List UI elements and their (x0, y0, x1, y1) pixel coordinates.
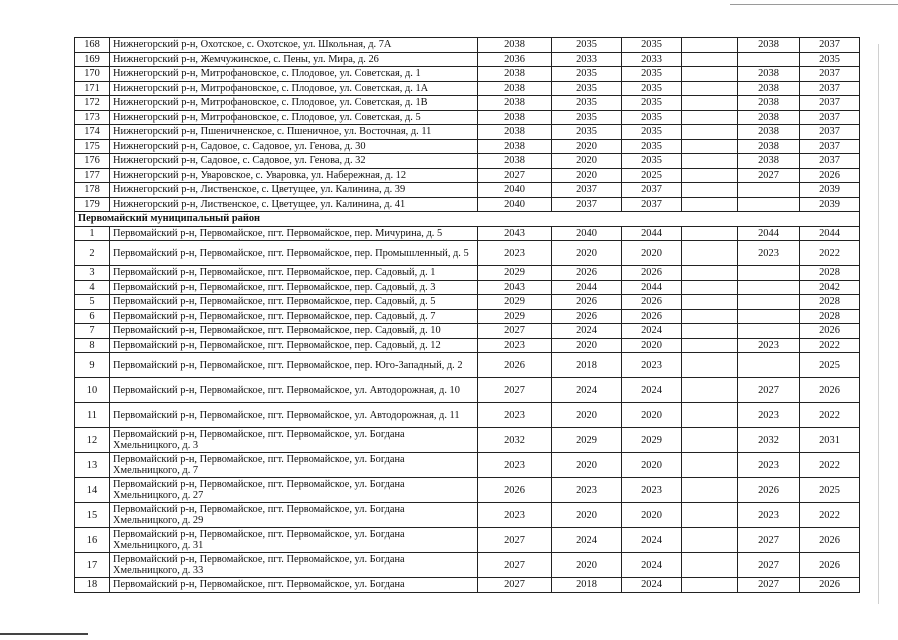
table-row (75, 378, 860, 403)
year-col-1-cell: 2023 (478, 338, 552, 353)
year-col-1-cell: 2023 (478, 403, 552, 428)
year-col-6-cell: 2026 (800, 378, 860, 403)
year-col-3-cell: 2035 (622, 38, 682, 53)
table-row (75, 226, 860, 241)
year-col-1-cell: 2029 (478, 295, 552, 310)
year-col-1-cell: 2038 (478, 154, 552, 169)
year-col-1-cell: 2027 (478, 324, 552, 339)
table-row (75, 67, 860, 82)
year-col-6-cell: 2026 (800, 168, 860, 183)
year-col-6-cell: 2022 (800, 338, 860, 353)
year-col-2-cell: 2033 (552, 52, 622, 67)
table-row (75, 353, 860, 378)
year-col-4-cell (682, 528, 738, 553)
table-row (75, 168, 860, 183)
year-col-6-cell: 2026 (800, 528, 860, 553)
table-row (75, 241, 860, 266)
table-row (75, 266, 860, 281)
year-col-2-cell: 2037 (552, 183, 622, 198)
row-number-cell: 171 (75, 81, 110, 96)
year-col-6-cell: 2022 (800, 403, 860, 428)
year-col-1-cell: 2038 (478, 38, 552, 53)
year-col-5-cell: 2023 (738, 241, 800, 266)
year-col-6-cell: 2035 (800, 52, 860, 67)
year-col-5-cell: 2038 (738, 139, 800, 154)
table-row (75, 125, 860, 140)
year-col-3-cell: 2020 (622, 241, 682, 266)
address-cell: Первомайский р-н, Первомайское, пгт. Первомайское, пер. Садовый, д. 7 (110, 309, 478, 324)
year-col-5-cell: 2038 (738, 125, 800, 140)
table-row (75, 183, 860, 198)
year-col-3-cell: 2025 (622, 168, 682, 183)
year-col-2-cell: 2020 (552, 338, 622, 353)
year-col-1-cell: 2023 (478, 503, 552, 528)
address-cell: Первомайский р-н, Первомайское, пгт. Первомайское, ул. Автодорожная, д. 11 (110, 403, 478, 428)
year-col-2-cell: 2020 (552, 453, 622, 478)
address-cell: Нижнегорский р-н, Митрофановское, с. Плодовое, ул. Советская, д. 5 (110, 110, 478, 125)
address-cell: Первомайский р-н, Первомайское, пгт. Первомайское, пер. Садовый, д. 5 (110, 295, 478, 310)
scan-edge-bottom (0, 633, 88, 635)
year-col-1-cell: 2038 (478, 81, 552, 96)
section-title: Первомайский муниципальный район (75, 212, 860, 227)
year-col-1-cell: 2036 (478, 52, 552, 67)
year-col-5-cell (738, 197, 800, 212)
year-col-3-cell: 2035 (622, 139, 682, 154)
year-col-2-cell: 2020 (552, 168, 622, 183)
year-col-6-cell: 2037 (800, 125, 860, 140)
table-row (75, 428, 860, 453)
year-col-2-cell: 2020 (552, 503, 622, 528)
row-number-cell: 13 (75, 453, 110, 478)
year-col-3-cell: 2026 (622, 295, 682, 310)
row-number-cell: 177 (75, 168, 110, 183)
row-number-cell: 3 (75, 266, 110, 281)
year-col-5-cell (738, 52, 800, 67)
year-col-2-cell: 2024 (552, 324, 622, 339)
year-col-1-cell: 2027 (478, 528, 552, 553)
address-cell: Нижнегорский р-н, Митрофановское, с. Плодовое, ул. Советская, д. 1А (110, 81, 478, 96)
year-col-5-cell (738, 266, 800, 281)
year-col-2-cell: 2026 (552, 309, 622, 324)
year-col-2-cell: 2029 (552, 428, 622, 453)
row-number-cell: 7 (75, 324, 110, 339)
year-col-3-cell: 2035 (622, 96, 682, 111)
year-col-2-cell: 2035 (552, 96, 622, 111)
year-col-3-cell: 2035 (622, 110, 682, 125)
row-number-cell: 176 (75, 154, 110, 169)
year-col-1-cell: 2026 (478, 478, 552, 503)
year-col-1-cell: 2027 (478, 553, 552, 578)
year-col-2-cell: 2035 (552, 38, 622, 53)
year-col-2-cell: 2020 (552, 403, 622, 428)
address-cell: Первомайский р-н, Первомайское, пгт. Первомайское, ул. Богдана Хмельницкого, д. 7 (110, 453, 478, 478)
table-row (75, 110, 860, 125)
year-col-6-cell: 2037 (800, 38, 860, 53)
year-col-1-cell: 2040 (478, 183, 552, 198)
table-row (75, 197, 860, 212)
year-col-1-cell: 2027 (478, 578, 552, 593)
address-cell: Нижнегорский р-н, Садовое, с. Садовое, ул. Генова, д. 30 (110, 139, 478, 154)
year-col-4-cell (682, 125, 738, 140)
year-col-3-cell: 2024 (622, 324, 682, 339)
year-col-2-cell: 2035 (552, 110, 622, 125)
year-col-4-cell (682, 280, 738, 295)
year-col-4-cell (682, 338, 738, 353)
year-col-3-cell: 2035 (622, 67, 682, 82)
year-col-4-cell (682, 578, 738, 593)
year-col-5-cell (738, 280, 800, 295)
year-col-6-cell: 2028 (800, 309, 860, 324)
year-col-3-cell: 2029 (622, 428, 682, 453)
year-col-5-cell: 2038 (738, 67, 800, 82)
address-cell: Первомайский р-н, Первомайское, пгт. Первомайское, ул. Богдана (110, 578, 478, 593)
year-col-2-cell: 2023 (552, 478, 622, 503)
table-row (75, 309, 860, 324)
row-number-cell: 16 (75, 528, 110, 553)
year-col-6-cell: 2037 (800, 110, 860, 125)
table-row (75, 38, 860, 53)
address-cell: Нижнегорский р-н, Охотское, с. Охотское, ул. Школьная, д. 7А (110, 38, 478, 53)
address-cell: Нижнегорский р-н, Митрофановское, с. Плодовое, ул. Советская, д. 1 (110, 67, 478, 82)
year-col-3-cell: 2044 (622, 280, 682, 295)
year-col-6-cell: 2037 (800, 96, 860, 111)
year-col-6-cell: 2025 (800, 353, 860, 378)
table-row (75, 338, 860, 353)
row-number-cell: 6 (75, 309, 110, 324)
year-col-5-cell: 2026 (738, 478, 800, 503)
table-row (75, 578, 860, 593)
address-cell: Нижнегорский р-н, Садовое, с. Садовое, ул. Генова, д. 32 (110, 154, 478, 169)
year-col-1-cell: 2032 (478, 428, 552, 453)
year-col-2-cell: 2035 (552, 81, 622, 96)
year-col-5-cell: 2027 (738, 553, 800, 578)
scan-edge-right (878, 44, 879, 604)
year-col-5-cell: 2038 (738, 96, 800, 111)
year-col-3-cell: 2023 (622, 478, 682, 503)
year-col-1-cell: 2027 (478, 378, 552, 403)
year-col-6-cell: 2022 (800, 453, 860, 478)
row-number-cell: 8 (75, 338, 110, 353)
year-col-4-cell (682, 183, 738, 198)
table-row (75, 139, 860, 154)
year-col-2-cell: 2018 (552, 353, 622, 378)
row-number-cell: 179 (75, 197, 110, 212)
year-col-5-cell: 2032 (738, 428, 800, 453)
address-cell: Первомайский р-н, Первомайское, пгт. Первомайское, пер. Мичурина, д. 5 (110, 226, 478, 241)
year-col-5-cell: 2038 (738, 38, 800, 53)
year-col-4-cell (682, 428, 738, 453)
year-col-1-cell: 2038 (478, 110, 552, 125)
year-col-4-cell (682, 453, 738, 478)
year-col-3-cell: 2035 (622, 154, 682, 169)
year-col-2-cell: 2035 (552, 125, 622, 140)
scan-edge-top (730, 4, 898, 5)
address-cell: Первомайский р-н, Первомайское, пгт. Первомайское, ул. Богдана Хмельницкого, д. 29 (110, 503, 478, 528)
year-col-4-cell (682, 197, 738, 212)
year-col-1-cell: 2038 (478, 125, 552, 140)
year-col-1-cell: 2029 (478, 266, 552, 281)
row-number-cell: 15 (75, 503, 110, 528)
year-col-2-cell: 2020 (552, 139, 622, 154)
row-number-cell: 17 (75, 553, 110, 578)
row-number-cell: 18 (75, 578, 110, 593)
year-col-2-cell: 2020 (552, 553, 622, 578)
table-row (75, 478, 860, 503)
year-col-6-cell: 2037 (800, 67, 860, 82)
address-cell: Первомайский р-н, Первомайское, пгт. Первомайское, пер. Садовый, д. 10 (110, 324, 478, 339)
row-number-cell: 10 (75, 378, 110, 403)
row-number-cell: 14 (75, 478, 110, 503)
row-number-cell: 2 (75, 241, 110, 266)
year-col-6-cell: 2026 (800, 553, 860, 578)
year-col-6-cell: 2039 (800, 197, 860, 212)
address-cell: Первомайский р-н, Первомайское, пгт. Первомайское, ул. Богдана Хмельницкого, д. 33 (110, 553, 478, 578)
year-col-3-cell: 2020 (622, 503, 682, 528)
table-row (75, 154, 860, 169)
year-col-4-cell (682, 67, 738, 82)
year-col-3-cell: 2020 (622, 338, 682, 353)
year-col-5-cell: 2023 (738, 338, 800, 353)
year-col-5-cell: 2023 (738, 453, 800, 478)
table-row (75, 81, 860, 96)
row-number-cell: 168 (75, 38, 110, 53)
year-col-6-cell: 2026 (800, 324, 860, 339)
address-cell: Первомайский р-н, Первомайское, пгт. Первомайское, пер. Садовый, д. 12 (110, 338, 478, 353)
year-col-1-cell: 2027 (478, 168, 552, 183)
row-number-cell: 172 (75, 96, 110, 111)
year-col-5-cell: 2027 (738, 578, 800, 593)
year-col-2-cell: 2020 (552, 241, 622, 266)
year-col-5-cell (738, 183, 800, 198)
year-col-6-cell: 2026 (800, 578, 860, 593)
row-number-cell: 170 (75, 67, 110, 82)
row-number-cell: 5 (75, 295, 110, 310)
table-row (75, 528, 860, 553)
year-col-4-cell (682, 241, 738, 266)
year-col-4-cell (682, 168, 738, 183)
year-col-1-cell: 2038 (478, 67, 552, 82)
table-row (75, 52, 860, 67)
year-col-3-cell: 2037 (622, 197, 682, 212)
year-col-4-cell (682, 324, 738, 339)
year-col-3-cell: 2044 (622, 226, 682, 241)
year-col-4-cell (682, 154, 738, 169)
year-col-6-cell: 2037 (800, 154, 860, 169)
year-col-4-cell (682, 309, 738, 324)
table-row (75, 280, 860, 295)
year-col-2-cell: 2037 (552, 197, 622, 212)
year-col-6-cell: 2028 (800, 266, 860, 281)
year-col-1-cell: 2029 (478, 309, 552, 324)
table-row (75, 453, 860, 478)
row-number-cell: 173 (75, 110, 110, 125)
year-col-1-cell: 2043 (478, 226, 552, 241)
year-col-6-cell: 2028 (800, 295, 860, 310)
year-col-3-cell: 2020 (622, 453, 682, 478)
table-row (75, 403, 860, 428)
year-col-6-cell: 2037 (800, 81, 860, 96)
address-cell: Нижнегорский р-н, Пшеничненское, с. Пшеничное, ул. Восточная, д. 11 (110, 125, 478, 140)
year-col-1-cell: 2023 (478, 241, 552, 266)
row-number-cell: 175 (75, 139, 110, 154)
address-cell: Первомайский р-н, Первомайское, пгт. Первомайское, ул. Богдана Хмельницкого, д. 31 (110, 528, 478, 553)
row-number-cell: 4 (75, 280, 110, 295)
year-col-4-cell (682, 353, 738, 378)
year-col-2-cell: 2044 (552, 280, 622, 295)
year-col-6-cell: 2022 (800, 241, 860, 266)
year-col-5-cell (738, 295, 800, 310)
table-row (75, 96, 860, 111)
year-col-4-cell (682, 96, 738, 111)
row-number-cell: 174 (75, 125, 110, 140)
year-col-4-cell (682, 81, 738, 96)
address-cell: Нижнегорский р-н, Лиственское, с. Цветущее, ул. Калинина, д. 39 (110, 183, 478, 198)
year-col-4-cell (682, 295, 738, 310)
year-col-2-cell: 2024 (552, 528, 622, 553)
row-number-cell: 178 (75, 183, 110, 198)
row-number-cell: 12 (75, 428, 110, 453)
year-col-1-cell: 2038 (478, 139, 552, 154)
year-col-5-cell: 2023 (738, 403, 800, 428)
housing-repair-schedule-table (74, 37, 860, 593)
year-col-3-cell: 2035 (622, 125, 682, 140)
year-col-5-cell (738, 324, 800, 339)
year-col-5-cell (738, 353, 800, 378)
year-col-4-cell (682, 503, 738, 528)
year-col-5-cell: 2038 (738, 110, 800, 125)
table-body-nizhnegorsky (75, 38, 860, 212)
address-cell: Первомайский р-н, Первомайское, пгт. Первомайское, ул. Богдана Хмельницкого, д. 3 (110, 428, 478, 453)
year-col-4-cell (682, 266, 738, 281)
year-col-1-cell: 2038 (478, 96, 552, 111)
year-col-5-cell: 2044 (738, 226, 800, 241)
address-cell: Первомайский р-н, Первомайское, пгт. Первомайское, пер. Садовый, д. 3 (110, 280, 478, 295)
table-row (75, 503, 860, 528)
address-cell: Нижнегорский р-н, Жемчужинское, с. Пены, ул. Мира, д. 26 (110, 52, 478, 67)
year-col-4-cell (682, 403, 738, 428)
year-col-5-cell: 2038 (738, 154, 800, 169)
year-col-3-cell: 2037 (622, 183, 682, 198)
year-col-6-cell: 2042 (800, 280, 860, 295)
year-col-3-cell: 2024 (622, 553, 682, 578)
year-col-6-cell: 2039 (800, 183, 860, 198)
year-col-6-cell: 2031 (800, 428, 860, 453)
year-col-5-cell (738, 309, 800, 324)
year-col-1-cell: 2026 (478, 353, 552, 378)
year-col-2-cell: 2026 (552, 266, 622, 281)
table-row (75, 295, 860, 310)
address-cell: Первомайский р-н, Первомайское, пгт. Первомайское, ул. Автодорожная, д. 10 (110, 378, 478, 403)
year-col-5-cell: 2038 (738, 81, 800, 96)
year-col-1-cell: 2043 (478, 280, 552, 295)
year-col-3-cell: 2024 (622, 528, 682, 553)
year-col-3-cell: 2020 (622, 403, 682, 428)
year-col-5-cell: 2023 (738, 503, 800, 528)
table-section (75, 212, 860, 227)
year-col-4-cell (682, 226, 738, 241)
row-number-cell: 9 (75, 353, 110, 378)
year-col-3-cell: 2026 (622, 309, 682, 324)
year-col-3-cell: 2033 (622, 52, 682, 67)
year-col-5-cell: 2027 (738, 528, 800, 553)
year-col-6-cell: 2044 (800, 226, 860, 241)
year-col-2-cell: 2018 (552, 578, 622, 593)
year-col-2-cell: 2026 (552, 295, 622, 310)
address-cell: Нижнегорский р-н, Уваровское, с. Уваровка, ул. Набережная, д. 12 (110, 168, 478, 183)
row-number-cell: 169 (75, 52, 110, 67)
year-col-4-cell (682, 378, 738, 403)
year-col-6-cell: 2025 (800, 478, 860, 503)
year-col-4-cell (682, 139, 738, 154)
address-cell: Первомайский р-н, Первомайское, пгт. Первомайское, пер. Садовый, д. 1 (110, 266, 478, 281)
year-col-4-cell (682, 553, 738, 578)
address-cell: Первомайский р-н, Первомайское, пгт. Первомайское, пер. Промышленный, д. 5 (110, 241, 478, 266)
year-col-5-cell: 2027 (738, 378, 800, 403)
year-col-2-cell: 2040 (552, 226, 622, 241)
table-body-pervomaysky (75, 226, 860, 592)
section-header-row (75, 212, 860, 227)
address-cell: Первомайский р-н, Первомайское, пгт. Первомайское, ул. Богдана Хмельницкого, д. 27 (110, 478, 478, 503)
row-number-cell: 1 (75, 226, 110, 241)
address-cell: Первомайский р-н, Первомайское, пгт. Первомайское, пер. Юго-Западный, д. 2 (110, 353, 478, 378)
year-col-4-cell (682, 52, 738, 67)
year-col-1-cell: 2040 (478, 197, 552, 212)
year-col-3-cell: 2023 (622, 353, 682, 378)
year-col-4-cell (682, 110, 738, 125)
row-number-cell: 11 (75, 403, 110, 428)
year-col-3-cell: 2026 (622, 266, 682, 281)
year-col-2-cell: 2035 (552, 67, 622, 82)
address-cell: Нижнегорский р-н, Митрофановское, с. Плодовое, ул. Советская, д. 1В (110, 96, 478, 111)
year-col-4-cell (682, 478, 738, 503)
year-col-6-cell: 2022 (800, 503, 860, 528)
year-col-1-cell: 2023 (478, 453, 552, 478)
year-col-3-cell: 2024 (622, 378, 682, 403)
year-col-6-cell: 2037 (800, 139, 860, 154)
year-col-2-cell: 2020 (552, 154, 622, 169)
year-col-2-cell: 2024 (552, 378, 622, 403)
table-row (75, 324, 860, 339)
year-col-4-cell (682, 38, 738, 53)
address-cell: Нижнегорский р-н, Лиственское, с. Цветущее, ул. Калинина, д. 41 (110, 197, 478, 212)
year-col-5-cell: 2027 (738, 168, 800, 183)
year-col-3-cell: 2024 (622, 578, 682, 593)
table-row (75, 553, 860, 578)
year-col-3-cell: 2035 (622, 81, 682, 96)
